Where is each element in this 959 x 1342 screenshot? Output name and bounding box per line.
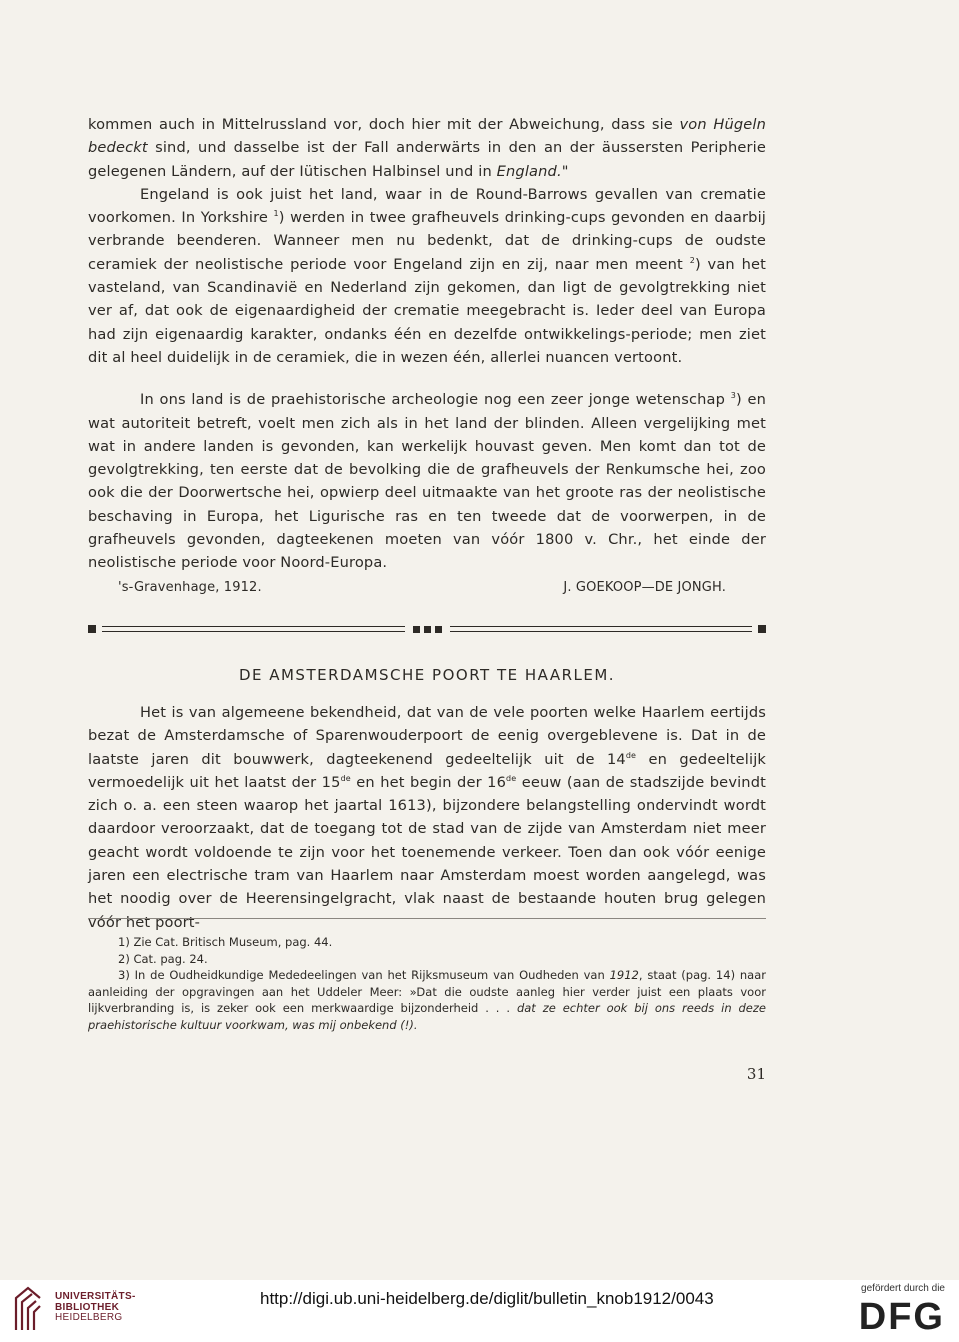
footnote-ref: 2 [689, 255, 695, 265]
footnote: 2) Cat. pag. 24. [118, 951, 208, 966]
divider-double-rule [450, 626, 753, 632]
place-date: 's-Gravenhage, 1912. [118, 579, 262, 595]
divider-square [88, 625, 96, 633]
divider-square [758, 625, 766, 633]
footnote-ref: 1 [273, 209, 279, 219]
funding-label: gefördert durch die [861, 1283, 945, 1294]
paragraph: In ons land is de praehistorische archeologie nog een zeer jonge wetenschap $^3$) en wat autoriteit betreft, voelt men zich als in het land der blinden. Alleen vergelijking met wat in andere landen is gevonden, kan werkelijk houvast geven. Men komt dan tot de gevolgtrekking, ten eerste dat de bevolking die de grafheuvels der Renkumsche hei, zoo ook die der Doorwertsche hei, opwierp deel uitmaakte van het groote ras der neolistische beschaving in Europa, het Ligurische ras en ten tweede dat de voorwerpen, in de grafheuvels gevonden, dagteekenen moeten van vóór 1800 v. Chr., het einde der neolistische periode voor Noord-Europa. [88, 391, 766, 572]
footnote-rule [88, 918, 766, 919]
emphasis: England. [496, 162, 562, 180]
divider-center-squares [411, 626, 444, 633]
article-heading: DE AMSTERDAMSCHE POORT TE HAARLEM. [238, 666, 616, 684]
footnote: 1) Zie Cat. Britisch Museum, pag. 44. [118, 935, 333, 949]
footnote: 3) In de Oudheidkundige Mededeelingen van het Rijksmuseum van Oudheden van 1912, staat (pag. 14) naar aanleiding der opgravingen aan het Uddeler Meer: »Dat die oudste aanleg hier verder juist een plaats voor lijkverbranding is, is zeker ook een merkwaardige bijzonderheid . . . dat ze echter ook bij ons reeds in deze praehistorische kultuur voorkwam, was mij onbekend (!). [88, 968, 767, 1032]
paragraph: Het is van algemeene bekendheid, dat van de vele poorten welke Haarlem eertijds bezat de Amsterdamsche of Sparenwouderpoort de eenig overgeblevene is. Dat in de laatste jaren dit bouwwerk, dagteekenend gedeeltelijk uit de 14de en gedeeltelijk vermoedelijk uit het laatst der 15de en het begin der 16de eeuw (aan de stadszijde bevindt zich o. a. een steen waarop het jaartal 1613), bijzondere belangstelling ondervindt wordt daardoor veroorzaakt, dat de toegang tot de stad van de zijde van Amsterdam niet meer geacht wordt voldoende te zijn voor het toenemende verkeer. Toen dan ook vóór eenige jaren een electrische tram van Haarlem naar Amsterdam moest worden aangelegd, was het noodig over de Heerensingelgracht, vlak naast de bestaande houten brug gelegen vóór het poort- [88, 704, 767, 931]
article-continuation [88, 113, 766, 599]
permalink[interactable]: http://digi.ub.uni-heidelberg.de/diglit/bulletin_knob1912/0043 [260, 1289, 714, 1308]
paragraph: kommen auch in Mittelrussland vor, doch hier mit der Abweichung, dass sie von Hügeln bedeckt sind, und dasselbe ist der Fall anderwärts in den an der äussersten Peripherie gelegenen Ländern, auf der Iütischen Halbinsel und in England." [88, 116, 766, 180]
author: J. GOEKOOP—DE JONGH. [563, 579, 726, 595]
divider-double-rule [102, 626, 405, 632]
article-body [88, 701, 766, 934]
emphasis: von Hügeln bedeckt [88, 116, 766, 157]
dfg-logo: DFG [858, 1296, 945, 1338]
paragraph: Engeland is ook juist het land, waar in de Round-Barrows gevallen van crematie voorkomen. In Yorkshire $^1$) werden in twee grafheuvels drinking-cups gevonden en daarbij verbrande beenderen. Wanneer men nu bedenkt, dat de drinking-cups de oudste ceramiek der neolistische periode voor Engeland zijn en zij, naar men meent $^2$) van het vasteland, van Scandinavië en Nederland zijn gekomen, dan ligt de gevolgtrekking niet ver af, dat ook de eigenaardigheid der crematie meegebracht is. Ieder deel van Europa had zijn eigenaardig karakter, ondanks één en dezelfde ontwikkelings-periode; men ziet dit al heel duidelijk in de ceramiek, die in wezen één, allerlei nuancen vertoont. [88, 185, 766, 366]
university-library-logo-icon [10, 1284, 46, 1334]
library-name: UNIVERSITÄTS- BIBLIOTHEK HEIDELBERG [55, 1291, 136, 1323]
section-divider-ornament [88, 621, 766, 637]
page-number: 31 [746, 1065, 766, 1083]
footnotes [88, 934, 766, 1033]
signature-line [88, 576, 766, 599]
footnote-ref: 3 [730, 391, 736, 401]
